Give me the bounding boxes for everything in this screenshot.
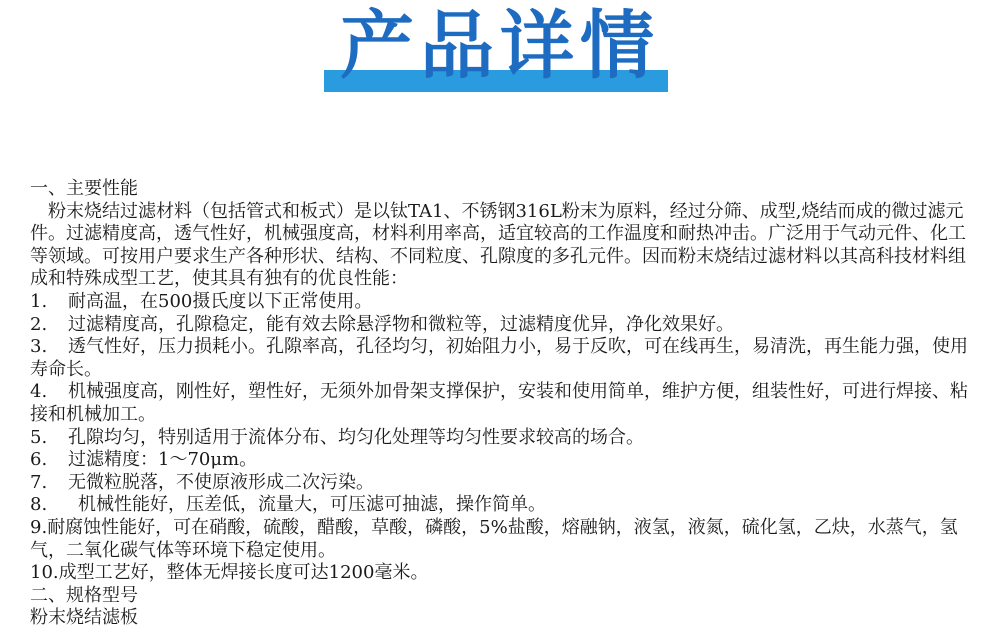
feature-number: 7. xyxy=(30,471,48,493)
feature-number: 10. xyxy=(30,562,59,584)
feature-item xyxy=(30,427,975,450)
product-description xyxy=(30,178,975,630)
feature-number: 9. xyxy=(30,516,48,538)
feature-item xyxy=(30,381,975,426)
feature-text: 透气性好，压力损耗小。孔隙率高，孔径均匀，初始阻力小，易于反吹，可在线再生，易清洗，再生能力强，使用寿命长。 xyxy=(30,336,968,380)
feature-item xyxy=(30,449,975,472)
feature-number: 3. xyxy=(30,336,48,358)
feature-text: 过滤精度高，孔隙稳定，能有效去除悬浮物和微粒等，过滤精度优异，净化效果好。 xyxy=(68,313,734,335)
intro-paragraph: 粉末烧结过滤材料（包括管式和板式）是以钛TA1、不锈钢316L粉末为原料，经过分筛、成型,烧结而成的微过滤元件。过滤精度高，透气性好，机械强度高，材料利用率高，适宜较高的工作温度和耐热冲击。广泛用于气动元件、化工等领域。可按用户要求生产各种形状、结构、不同粒度、孔隙度的多孔元件。因而粉末烧结过滤材料以其高科技材料组成和特殊成型工艺，使其具有独有的优良性能： xyxy=(30,200,966,290)
spec-item: 粉末烧结滤板 xyxy=(30,607,138,629)
feature-number: 1. xyxy=(30,290,48,312)
feature-number: 4. xyxy=(30,381,48,403)
feature-item xyxy=(30,472,975,495)
feature-text: 机械强度高，刚性好，塑性好，无须外加骨架支撑保护，安装和使用简单，维护方便，组装性好，可进行焊接、粘接和机械加工。 xyxy=(30,381,968,425)
feature-item xyxy=(30,291,975,314)
feature-number: 6. xyxy=(30,449,48,471)
feature-item xyxy=(30,562,975,585)
feature-item xyxy=(30,517,975,562)
title-banner xyxy=(0,0,1000,100)
feature-text: 过滤精度：1～70μm。 xyxy=(68,449,258,471)
feature-number: 5. xyxy=(30,426,48,448)
feature-item xyxy=(30,494,975,517)
feature-text: 耐高温，在500摄氏度以下正常使用。 xyxy=(68,290,373,312)
feature-number: 2. xyxy=(30,313,48,335)
feature-number: 8. xyxy=(30,494,48,516)
feature-item xyxy=(30,336,975,381)
feature-text: 孔隙均匀，特别适用于流体分布、均匀化处理等均匀性要求较高的场合。 xyxy=(68,426,644,448)
feature-text: 机械性能好，压差低，流量大，可压滤可抽滤，操作简单。 xyxy=(78,494,546,516)
feature-text: 无微粒脱落，不使原液形成二次污染。 xyxy=(68,471,374,493)
section-heading-performance: 一、主要性能 xyxy=(30,178,138,199)
feature-text: 成型工艺好，整体无焊接长度可达1200毫米。 xyxy=(58,562,429,584)
page-title: 产品详情 xyxy=(340,3,660,89)
feature-item xyxy=(30,314,975,337)
feature-text: 耐腐蚀性能好，可在硝酸，硫酸，醋酸，草酸，磷酸，5%盐酸，熔融钠，液氢，液氮，硫化氢，乙炔，水蒸气，氢气，二氧化碳气体等环境下稳定使用。 xyxy=(30,516,958,561)
section-heading-specs: 二、规格型号 xyxy=(30,584,138,606)
